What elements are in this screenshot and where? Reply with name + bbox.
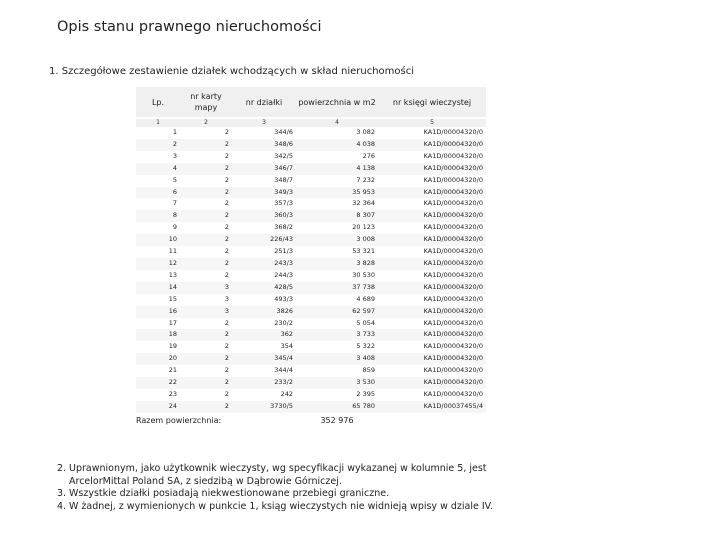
cell-area: 65 780 (296, 401, 378, 413)
cell-area: 5 054 (356, 318, 375, 327)
note-text: W żadnej, z wymienionych w punkcie 1, ksiąg wieczystych nie widnieją wpisy w dziale IV. (69, 501, 493, 513)
cell-map-sheet: 2 (180, 353, 232, 365)
cell-lp: 7 (172, 199, 177, 208)
cell-land-register: KA1D/00004320/0 (423, 318, 483, 327)
cell-land-register: KA1D/00004320/0 (378, 234, 486, 246)
table-row (136, 187, 486, 199)
cell-land-register: KA1D/00004320/0 (423, 366, 483, 375)
cell-map-sheet: 2 (224, 342, 229, 351)
cell-lp: 15 (168, 294, 177, 303)
column-index-cell: 4 (296, 118, 378, 127)
cell-lp: 19 (168, 342, 177, 351)
cell-area: 7 232 (356, 175, 375, 184)
cell-land-register: KA1D/00004320/0 (378, 329, 486, 341)
parcels-table (136, 87, 486, 428)
cell-map-sheet: 2 (180, 258, 232, 270)
note-number: 4. (57, 501, 67, 513)
cell-lp: 5 (172, 175, 177, 184)
cell-parcel: 493/3 (274, 294, 293, 303)
cell-map-sheet: 2 (224, 223, 229, 232)
cell-lp: 24 (136, 401, 180, 413)
cell-map-sheet: 2 (224, 366, 229, 375)
cell-land-register: KA1D/00004320/0 (423, 294, 483, 303)
cell-area: 5 322 (356, 342, 375, 351)
table-row (136, 163, 486, 175)
cell-area: 4 138 (296, 163, 378, 175)
cell-land-register: KA1D/00004320/0 (378, 210, 486, 222)
cell-parcel: 368/2 (274, 223, 293, 232)
cell-land-register: KA1D/00004320/0 (423, 199, 483, 208)
table-row (136, 282, 486, 294)
cell-area: 4 689 (356, 294, 375, 303)
table-row (136, 198, 486, 210)
cell-area: 53 321 (352, 247, 375, 256)
cell-land-register: KA1D/00004320/0 (423, 128, 483, 136)
column-index (136, 118, 486, 127)
cell-map-sheet: 2 (224, 175, 229, 184)
note-text: Uprawnionym, jako użytkownik wieczysty, wg specyfikacji wykazanej w kolumnie 5, jest ArcelorMittal Poland SA, z siedzibą w Dąbrowie Górniczej. (69, 463, 487, 487)
cell-lp: 21 (168, 366, 177, 375)
total-empty-cell (378, 413, 486, 428)
cell-area: 276 (362, 151, 375, 160)
cell-land-register: KA1D/00004320/0 (378, 139, 486, 151)
cell-map-sheet: 3 (180, 306, 232, 318)
cell-map-sheet: 2 (224, 151, 229, 160)
table-row (136, 329, 486, 341)
total-row (136, 413, 486, 428)
cell-parcel: 344/6 (274, 128, 293, 136)
cell-area: 3 828 (296, 258, 378, 270)
cell-lp: 17 (168, 318, 177, 327)
document-title: Opis stanu prawnego nieruchomości (57, 19, 322, 35)
cell-land-register: KA1D/00004320/0 (378, 306, 486, 318)
cell-parcel: 251/3 (274, 247, 293, 256)
cell-area: 859 (362, 366, 375, 375)
cell-land-register: KA1D/00004320/0 (423, 389, 483, 398)
table-row (136, 377, 486, 389)
cell-land-register: KA1D/00004320/0 (378, 282, 486, 294)
cell-lp: 6 (136, 187, 180, 199)
cell-land-register: KA1D/00004320/0 (423, 247, 483, 256)
cell-lp: 10 (136, 234, 180, 246)
cell-land-register: KA1D/00004320/0 (423, 175, 483, 184)
cell-lp: 23 (168, 389, 177, 398)
cell-land-register: KA1D/00037455/4 (378, 401, 486, 413)
table-row (136, 401, 486, 413)
cell-area: 3 008 (296, 234, 378, 246)
header-area: powierzchnia w m2 (296, 87, 378, 118)
table-row (136, 258, 486, 270)
cell-map-sheet: 2 (224, 247, 229, 256)
cell-parcel: 226/43 (232, 234, 296, 246)
cell-map-sheet: 2 (180, 163, 232, 175)
cell-land-register: KA1D/00004320/0 (378, 163, 486, 175)
note-number: 3. (57, 488, 67, 500)
cell-map-sheet: 2 (180, 234, 232, 246)
column-index-cell: 1 (136, 118, 180, 127)
total-label: Razem powierzchnia: (136, 415, 222, 425)
cell-map-sheet: 2 (180, 329, 232, 341)
parcels-table-wrapper (136, 87, 486, 428)
cell-map-sheet: 2 (180, 377, 232, 389)
cell-map-sheet: 2 (224, 128, 229, 136)
cell-parcel: 360/3 (232, 210, 296, 222)
cell-area: 35 953 (296, 187, 378, 199)
table-row (136, 139, 486, 151)
cell-lp: 11 (168, 247, 177, 256)
cell-map-sheet: 3 (180, 282, 232, 294)
column-index-cell: 3 (232, 118, 296, 127)
table-row (136, 306, 486, 318)
table-row (136, 270, 486, 282)
cell-parcel: 244/3 (274, 270, 293, 279)
header-map-sheet: nr karty mapy (180, 87, 232, 118)
note-text: Wszystkie działki posiadają niekwestionowane przebiegi graniczne. (69, 488, 390, 500)
cell-land-register: KA1D/00004320/0 (423, 223, 483, 232)
table-row (136, 234, 486, 246)
table-row (136, 151, 486, 163)
note-item (57, 501, 509, 514)
note-item (57, 488, 509, 501)
table-row (136, 389, 486, 401)
table-row (136, 246, 486, 258)
table-body (136, 127, 486, 413)
header-land-register: nr księgi wieczystej (378, 87, 486, 118)
cell-parcel: 3826 (232, 306, 296, 318)
cell-area: 32 364 (352, 199, 375, 208)
cell-map-sheet: 2 (224, 389, 229, 398)
cell-land-register: KA1D/00004320/0 (378, 377, 486, 389)
cell-parcel: 348/6 (232, 139, 296, 151)
cell-parcel: 357/3 (274, 199, 293, 208)
table-row (136, 127, 486, 139)
cell-area: 30 530 (352, 270, 375, 279)
cell-lp: 18 (136, 329, 180, 341)
cell-map-sheet: 2 (224, 270, 229, 279)
table-row (136, 341, 486, 353)
cell-area: 4 038 (296, 139, 378, 151)
cell-lp: 4 (136, 163, 180, 175)
header-row (136, 87, 486, 118)
cell-parcel: 428/5 (232, 282, 296, 294)
cell-parcel: 349/3 (232, 187, 296, 199)
cell-parcel: 243/3 (232, 258, 296, 270)
table-row (136, 318, 486, 330)
cell-lp: 16 (136, 306, 180, 318)
cell-area: 20 123 (352, 223, 375, 232)
cell-map-sheet: 2 (224, 318, 229, 327)
total-value: 352 976 (320, 415, 354, 425)
cell-parcel: 362 (232, 329, 296, 341)
cell-area: 62 597 (296, 306, 378, 318)
notes-list (57, 463, 509, 514)
note-number: 2. (57, 463, 67, 474)
cell-map-sheet: 2 (180, 210, 232, 222)
column-index-row (136, 118, 486, 127)
table-row (136, 294, 486, 306)
cell-lp: 3 (172, 151, 177, 160)
cell-parcel: 346/7 (232, 163, 296, 175)
cell-lp: 20 (136, 353, 180, 365)
cell-land-register: KA1D/00004320/0 (378, 258, 486, 270)
table-row (136, 222, 486, 234)
cell-parcel: 233/2 (232, 377, 296, 389)
column-index-cell: 2 (180, 118, 232, 127)
cell-area: 37 738 (296, 282, 378, 294)
table-row (136, 210, 486, 222)
cell-map-sheet: 2 (180, 401, 232, 413)
cell-area: 3 082 (356, 128, 375, 136)
cell-lp: 2 (136, 139, 180, 151)
table-header (136, 87, 486, 118)
table-row (136, 353, 486, 365)
cell-area: 3 530 (296, 377, 378, 389)
column-index-cell: 5 (378, 118, 486, 127)
cell-map-sheet: 2 (180, 187, 232, 199)
cell-lp: 9 (172, 223, 177, 232)
cell-lp: 1 (172, 128, 177, 136)
table-row (136, 365, 486, 377)
header-lp: Lp. (136, 87, 180, 118)
cell-area: 8 307 (296, 210, 378, 222)
cell-parcel: 342/5 (274, 151, 293, 160)
section-heading: 1. Szczegółowe zestawienie działek wchodzących w skład nieruchomości (49, 66, 414, 77)
cell-land-register: KA1D/00004320/0 (378, 187, 486, 199)
cell-area: 3 408 (296, 353, 378, 365)
cell-lp: 22 (136, 377, 180, 389)
cell-parcel: 344/4 (274, 366, 293, 375)
cell-lp: 14 (136, 282, 180, 294)
cell-land-register: KA1D/00004320/0 (378, 353, 486, 365)
cell-lp: 13 (168, 270, 177, 279)
cell-parcel: 230/2 (274, 318, 293, 327)
cell-parcel: 242 (280, 389, 293, 398)
cell-land-register: KA1D/00004320/0 (423, 151, 483, 160)
cell-area: 3 733 (296, 329, 378, 341)
cell-map-sheet: 3 (224, 294, 229, 303)
cell-land-register: KA1D/00004320/0 (423, 342, 483, 351)
note-item (57, 463, 509, 488)
cell-area: 2 395 (356, 389, 375, 398)
cell-parcel: 345/4 (232, 353, 296, 365)
cell-land-register: KA1D/00004320/0 (423, 270, 483, 279)
cell-map-sheet: 2 (180, 139, 232, 151)
cell-lp: 8 (136, 210, 180, 222)
table-row (136, 175, 486, 187)
cell-lp: 12 (136, 258, 180, 270)
cell-parcel: 3730/5 (232, 401, 296, 413)
cell-parcel: 348/7 (274, 175, 293, 184)
table-footer (136, 413, 486, 428)
header-parcel: nr działki (232, 87, 296, 118)
cell-map-sheet: 2 (224, 199, 229, 208)
cell-parcel: 354 (280, 342, 293, 351)
